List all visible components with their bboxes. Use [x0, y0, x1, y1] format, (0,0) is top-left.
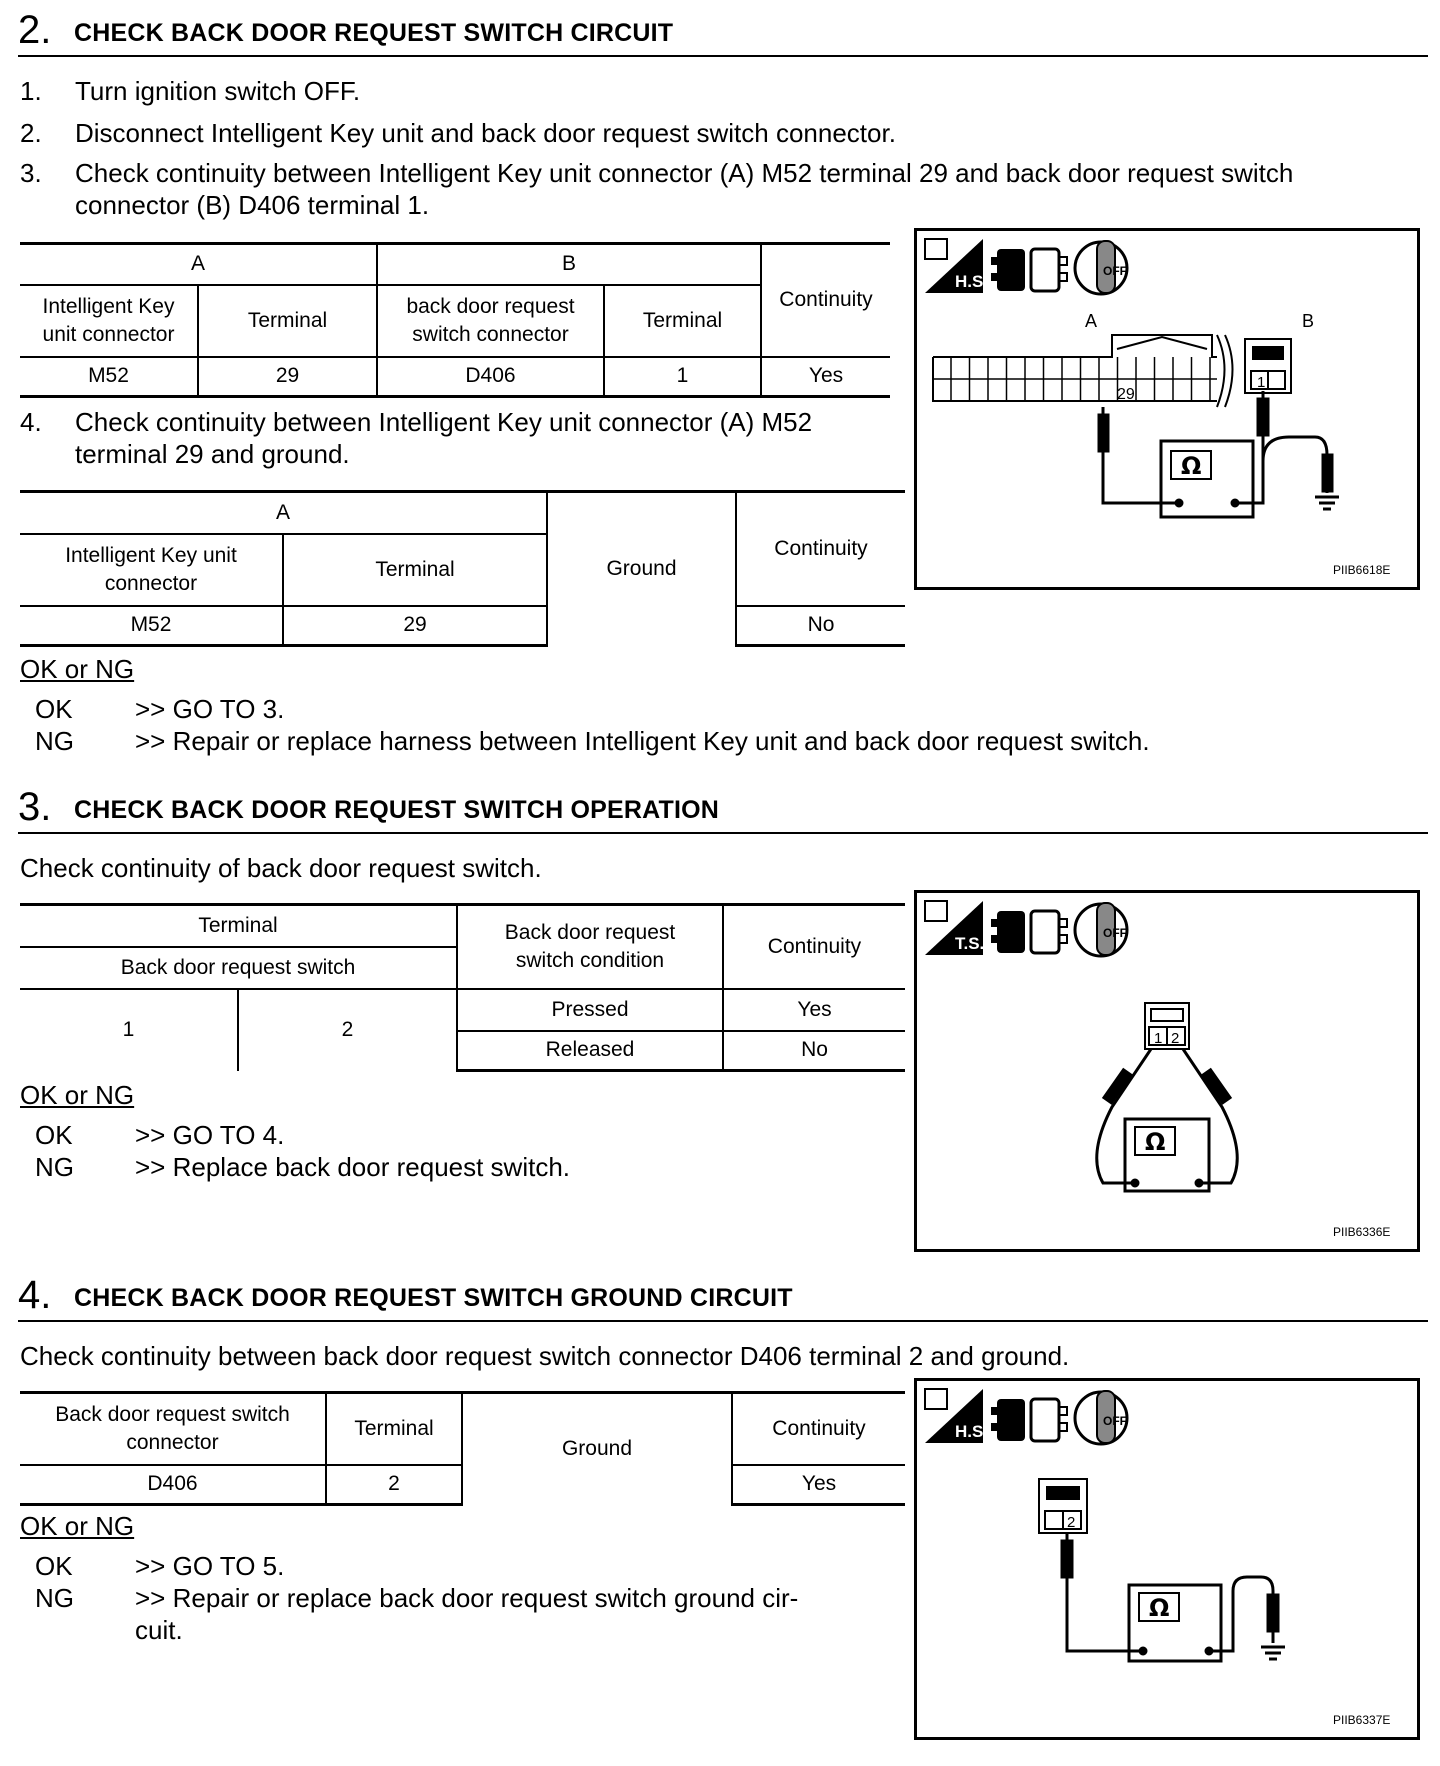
terminal-header: Terminal — [283, 534, 547, 606]
section-2-header — [18, 5, 1428, 57]
step-2: 2. Disconnect Intelligent Key unit and back door request switch connector. — [20, 118, 896, 148]
ground-test-diagram — [914, 1378, 1420, 1740]
table-cell: 29 — [283, 606, 547, 646]
connector-disconnect-icon — [991, 249, 1067, 291]
group-a-header: A — [20, 244, 377, 285]
hs-badge-icon — [925, 239, 988, 293]
switch-connector-icon — [1039, 1479, 1087, 1533]
table-cell: 2 — [326, 1465, 462, 1505]
table-cell: M52 — [20, 606, 283, 646]
step-1: 1. Turn ignition switch OFF. — [20, 76, 361, 106]
table-cell: No — [736, 606, 905, 646]
table-cell: Released — [457, 1031, 723, 1071]
svg-text:H.S.: H.S. — [955, 272, 989, 291]
diagram-svg — [917, 893, 1417, 1249]
pin-1-label: 1 — [1257, 374, 1266, 391]
pin-2-label: 2 — [1171, 1030, 1180, 1047]
svg-text:H.S.: H.S. — [955, 1422, 989, 1441]
table-cell: M52 — [20, 357, 198, 397]
diagram-svg — [917, 1381, 1417, 1737]
table-cell: No — [723, 1031, 905, 1071]
section-title: CHECK BACK DOOR REQUEST SWITCH GROUND CIRCUIT — [74, 1284, 793, 1312]
table-cell: D406 — [20, 1465, 326, 1505]
switch-subheader: Back door request switch — [20, 947, 457, 989]
ng-label: NG — [35, 1152, 74, 1182]
table-cell: D406 — [377, 357, 604, 397]
table-cell: 1 — [604, 357, 761, 397]
ignition-off-key-icon — [1075, 241, 1127, 294]
ohm-symbol: Ω — [1145, 1128, 1166, 1156]
ground-header: Ground — [462, 1393, 732, 1505]
ok-action: >> GO TO 4. — [135, 1120, 285, 1150]
wiring-diagram-a-b — [914, 228, 1420, 590]
group-a-header: A — [20, 492, 547, 534]
svg-text:OFF: OFF — [1103, 926, 1127, 940]
section-3-header — [18, 782, 1428, 834]
connector-header: Back door request switch connector — [20, 1393, 326, 1465]
svg-text:T.S.: T.S. — [955, 934, 985, 953]
ok-or-ng-label: OK or NG — [20, 1080, 135, 1110]
section-number: 3. — [18, 785, 52, 829]
result-list — [35, 1119, 915, 1183]
connector-a-icon — [933, 335, 1233, 407]
ignition-off-key-icon — [1075, 903, 1127, 956]
switch-test-diagram — [914, 890, 1420, 1252]
continuity-table-a-b — [20, 242, 890, 398]
table-cell: 1 — [20, 989, 238, 1071]
connector-header: back door request switch connector — [377, 285, 604, 357]
table-cell: Yes — [732, 1465, 905, 1505]
ohm-symbol: Ω — [1181, 452, 1202, 480]
figure-code: PIIB6336E — [1333, 1225, 1391, 1239]
connector-disconnect-icon — [991, 1399, 1067, 1441]
continuity-header: Continuity — [723, 905, 905, 989]
condition-header: Back door request switch condition — [457, 905, 723, 989]
terminal-header: Terminal — [20, 905, 457, 947]
ground-header: Ground — [547, 492, 736, 646]
connector-header: Intelligent Key unit connector — [20, 534, 283, 606]
table-cell: Yes — [723, 989, 905, 1031]
connector-header: Intelligent Key unit connector — [20, 285, 198, 357]
ok-label: OK — [35, 694, 73, 724]
terminal-header: Terminal — [326, 1393, 462, 1465]
ohmmeter-icon — [1097, 1049, 1237, 1191]
section-number: 2. — [18, 8, 52, 52]
continuity-header: Continuity — [736, 492, 905, 606]
pin-1-label: 1 — [1154, 1030, 1163, 1047]
continuity-table-a-ground — [20, 490, 905, 647]
ohm-symbol: Ω — [1149, 1594, 1170, 1622]
table-cell: Pressed — [457, 989, 723, 1031]
ohmmeter-icon — [1099, 391, 1339, 517]
section-4-intro: Check continuity between back door request switch connector D406 terminal 2 and ground. — [20, 1341, 1070, 1371]
ohmmeter-icon — [1062, 1533, 1285, 1661]
pin-29-label: 29 — [1117, 386, 1135, 403]
result-list — [35, 1550, 915, 1646]
ng-label: NG — [35, 1583, 74, 1613]
section-title: CHECK BACK DOOR REQUEST SWITCH OPERATION — [74, 796, 720, 824]
diagram-svg — [917, 231, 1417, 587]
ng-action: >> Repair or replace back door request switch ground cir- cuit. — [135, 1583, 799, 1645]
ng-action: >> Repair or replace harness between Intelligent Key unit and back door request switch. — [135, 726, 1150, 756]
ng-label: NG — [35, 726, 74, 756]
step-3: 3. Check continuity between Intelligent Key unit connector (A) M52 terminal 29 and back door request switch connector (B) D406 terminal 1. — [20, 158, 1294, 220]
terminal-header: Terminal — [604, 285, 761, 357]
connector-disconnect-icon — [991, 911, 1067, 953]
switch-operation-table — [20, 903, 905, 1072]
ignition-off-key-icon — [1075, 1391, 1127, 1444]
switch-connector-icon — [1145, 1003, 1189, 1049]
figure-code: PIIB6337E — [1333, 1713, 1391, 1727]
connector-b-icon — [1245, 339, 1291, 393]
table-cell: 29 — [198, 357, 377, 397]
ok-or-ng-label: OK or NG — [20, 1511, 135, 1541]
svg-text:OFF: OFF — [1103, 1414, 1127, 1428]
ng-action: >> Replace back door request switch. — [135, 1152, 571, 1182]
section-4-header — [18, 1270, 1428, 1322]
ok-action: >> GO TO 3. — [135, 694, 285, 724]
ok-label: OK — [35, 1120, 73, 1150]
section-3-intro: Check continuity of back door request switch. — [20, 853, 542, 883]
step-4: 4. Check continuity between Intelligent Key unit connector (A) M52 terminal 29 and ground. — [20, 407, 813, 469]
ok-or-ng-label: OK or NG — [20, 654, 135, 684]
section-title: CHECK BACK DOOR REQUEST SWITCH CIRCUIT — [74, 19, 674, 47]
ok-action: >> GO TO 5. — [135, 1551, 285, 1581]
continuity-header: Continuity — [732, 1393, 905, 1465]
connector-a-label: A — [1085, 311, 1098, 331]
svg-text:OFF: OFF — [1103, 264, 1127, 278]
ts-badge-icon — [925, 901, 984, 955]
pin-2-label: 2 — [1067, 1514, 1076, 1531]
connector-b-label: B — [1302, 311, 1315, 331]
table-cell: 2 — [238, 989, 457, 1071]
result-list — [35, 693, 1315, 757]
terminal-header: Terminal — [198, 285, 377, 357]
section-number: 4. — [18, 1273, 52, 1317]
ok-label: OK — [35, 1551, 73, 1581]
ground-continuity-table — [20, 1391, 905, 1506]
figure-code: PIIB6618E — [1333, 563, 1391, 577]
table-cell: Yes — [761, 357, 890, 397]
continuity-header: Continuity — [761, 244, 890, 357]
hs-badge-icon — [925, 1389, 988, 1443]
group-b-header: B — [377, 244, 761, 285]
